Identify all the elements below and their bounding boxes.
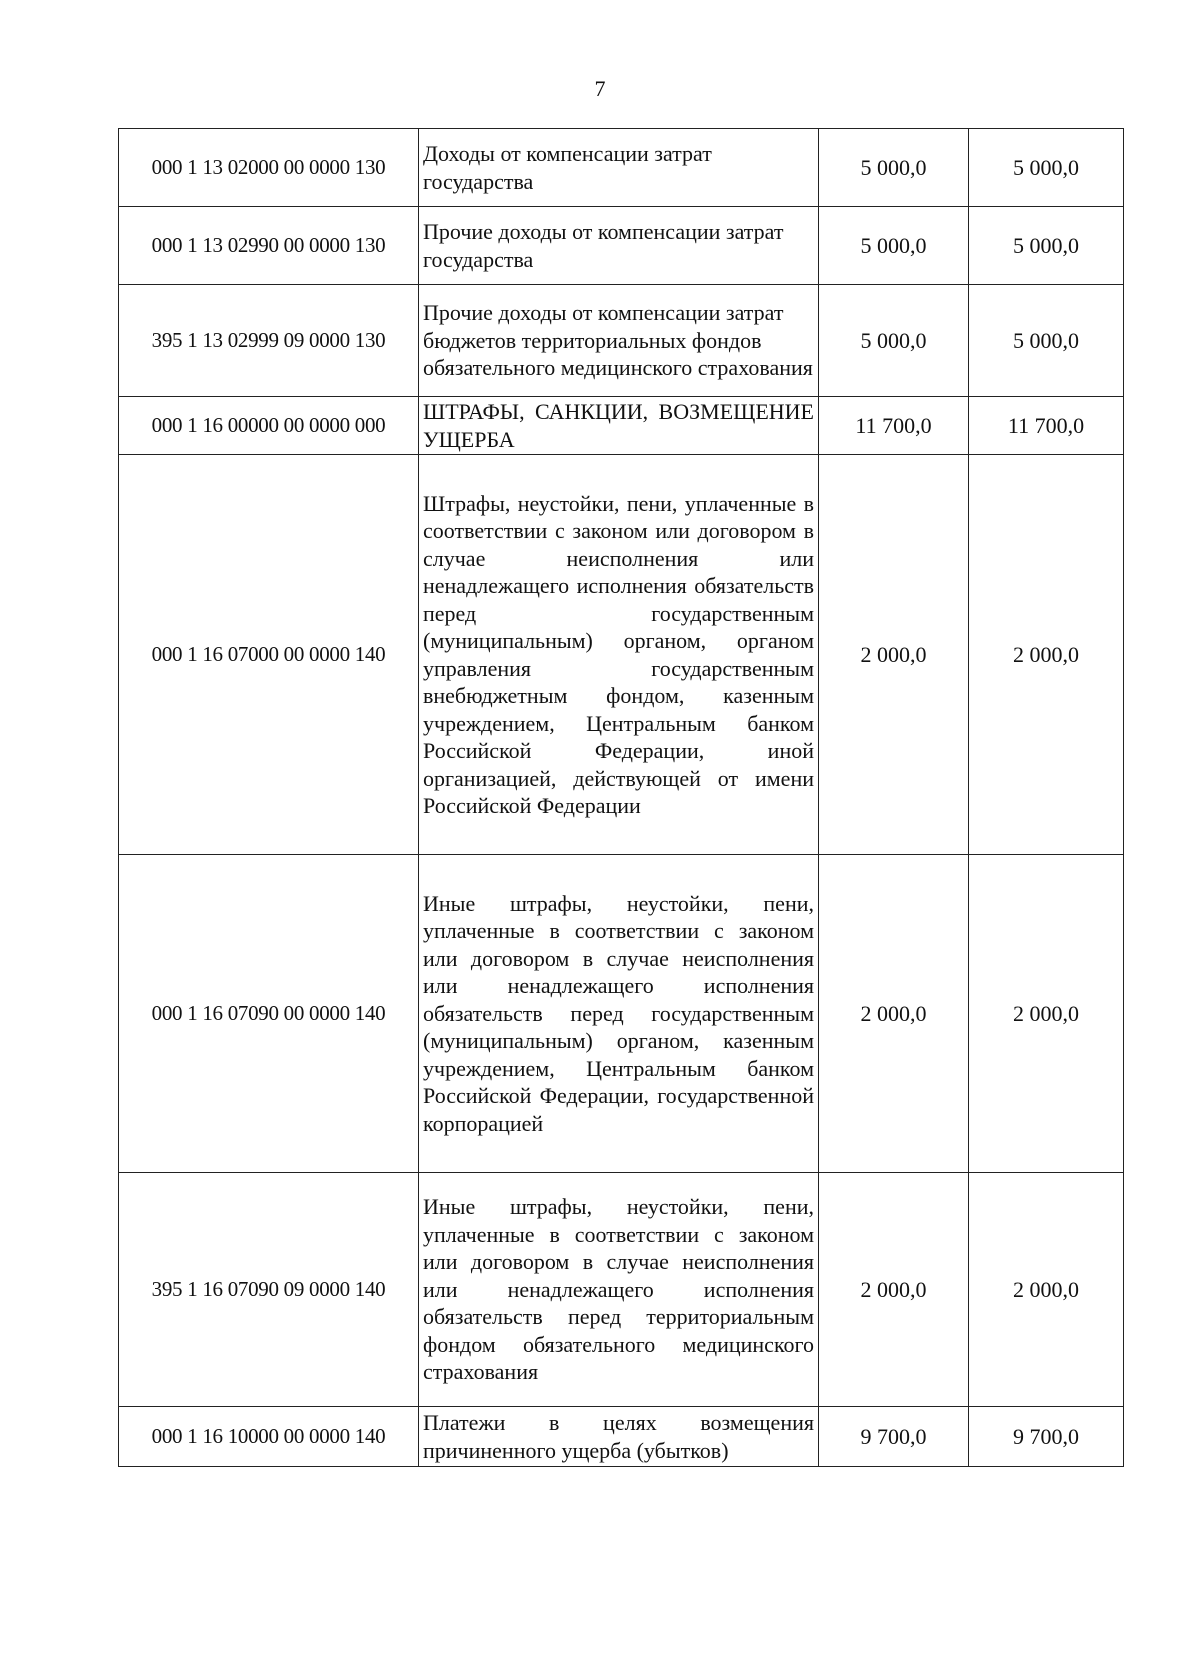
description-cell: Платежи в целях возмещения причиненного ущерба (убытков) xyxy=(419,1407,819,1467)
budget-code-cell: 000 1 16 07000 00 0000 140 xyxy=(119,455,419,855)
amount-cell: 5 000,0 xyxy=(819,207,969,285)
budget-revenue-table xyxy=(118,128,1124,1467)
table-row xyxy=(119,129,1124,207)
amount-cell: 5 000,0 xyxy=(819,129,969,207)
table-row xyxy=(119,1173,1124,1407)
amount-cell: 9 700,0 xyxy=(819,1407,969,1467)
budget-code-cell: 000 1 16 00000 00 0000 000 xyxy=(119,397,419,455)
amount-cell: 2 000,0 xyxy=(969,1173,1124,1407)
budget-code-cell: 395 1 13 02999 09 0000 130 xyxy=(119,285,419,397)
table-row xyxy=(119,1407,1124,1467)
amount-cell: 5 000,0 xyxy=(969,207,1124,285)
amount-cell: 5 000,0 xyxy=(819,285,969,397)
amount-cell: 9 700,0 xyxy=(969,1407,1124,1467)
budget-code-cell: 000 1 13 02990 00 0000 130 xyxy=(119,207,419,285)
description-cell: Прочие доходы от компенсации затрат государства xyxy=(419,207,819,285)
description-cell: Иные штрафы, неустойки, пени, уплаченные в соответствии с законом или договором в случае неисполнения или ненадлежащего исполнения обязательств перед государственным (муниципальным) органом, казенным учреждением, Центральным банком Российской Федерации, государственной корпорацией xyxy=(419,855,819,1173)
table-row xyxy=(119,397,1124,455)
table-row xyxy=(119,855,1124,1173)
description-cell: Иные штрафы, неустойки, пени, уплаченные в соответствии с законом или договором в случае неисполнения или ненадлежащего исполнения обязательств перед территориальным фондом обязательного медицинского страхования xyxy=(419,1173,819,1407)
budget-code-cell: 000 1 16 10000 00 0000 140 xyxy=(119,1407,419,1467)
amount-cell: 11 700,0 xyxy=(969,397,1124,455)
table-row xyxy=(119,455,1124,855)
amount-cell: 2 000,0 xyxy=(819,1173,969,1407)
description-cell: Прочие доходы от компенсации затрат бюджетов территориальных фондов обязательного медицинского страхования xyxy=(419,285,819,397)
budget-code-cell: 000 1 16 07090 00 0000 140 xyxy=(119,855,419,1173)
description-cell: ШТРАФЫ, САНКЦИИ, ВОЗМЕЩЕНИЕ УЩЕРБА xyxy=(419,397,819,455)
description-cell: Штрафы, неустойки, пени, уплаченные в соответствии с законом или договором в случае неисполнения или ненадлежащего исполнения обязательств перед государственным (муниципальным) органом, органом управления государственным внебюджетным фондом, казенным учреждением, Центральным банком Российской Федерации, иной организацией, действующей от имени Российской Федерации xyxy=(419,455,819,855)
amount-cell: 5 000,0 xyxy=(969,129,1124,207)
budget-code-cell: 000 1 13 02000 00 0000 130 xyxy=(119,129,419,207)
description-cell: Доходы от компенсации затрат государства xyxy=(419,129,819,207)
amount-cell: 2 000,0 xyxy=(969,855,1124,1173)
amount-cell: 2 000,0 xyxy=(969,455,1124,855)
amount-cell: 5 000,0 xyxy=(969,285,1124,397)
table-row xyxy=(119,207,1124,285)
amount-cell: 11 700,0 xyxy=(819,397,969,455)
page-number: 7 xyxy=(594,76,606,101)
budget-code-cell: 395 1 16 07090 09 0000 140 xyxy=(119,1173,419,1407)
amount-cell: 2 000,0 xyxy=(819,455,969,855)
table-row xyxy=(119,285,1124,397)
amount-cell: 2 000,0 xyxy=(819,855,969,1173)
